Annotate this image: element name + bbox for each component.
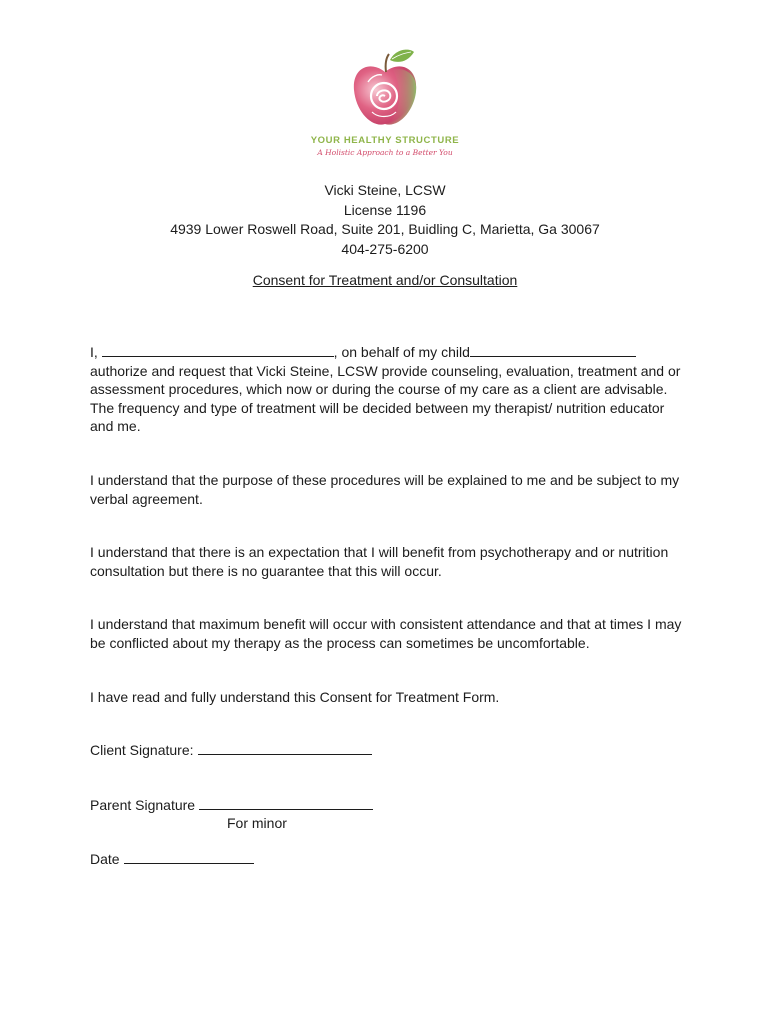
authorization-text: authorize and request that Vicki Steine, LCSW provide counseling, evaluation, treatment and or assessment procedures, which now or during the course of my care as a client are advisable. The frequency and type of treatment will be decided between my therapist/ nutrition educator and me.: [90, 362, 681, 434]
parent-signature-field[interactable]: [199, 797, 373, 810]
provider-address: 4939 Lower Roswell Road, Suite 201, Buidling C, Marietta, Ga 30067: [170, 221, 600, 237]
provider-header: [0, 181, 770, 259]
provider-phone: 404-275-6200: [341, 240, 429, 257]
provider-license: License 1196: [343, 201, 427, 218]
authorization-paragraph: [90, 343, 690, 436]
brand-name: YOUR HEALTHY STRUCTURE: [310, 135, 460, 146]
for-minor-note: For minor: [227, 815, 287, 831]
parent-signature-row: [90, 797, 373, 813]
date-row: [90, 851, 254, 867]
authorization-middle: , on behalf of my child: [333, 344, 470, 360]
client-name-blank[interactable]: [102, 344, 334, 357]
client-signature-field[interactable]: [198, 742, 372, 755]
apple-logo-icon: [348, 46, 422, 132]
date-label: Date: [90, 851, 120, 867]
brand-tagline: A Holistic Approach to a Better You: [317, 148, 453, 157]
provider-name: Vicki Steine, LCSW: [324, 182, 446, 198]
document-title: Consent for Treatment and/or Consultation: [252, 272, 518, 288]
date-field[interactable]: [124, 851, 254, 864]
child-name-blank[interactable]: [470, 344, 636, 357]
authorization-prefix: I,: [90, 344, 102, 360]
client-signature-label: Client Signature:: [90, 742, 194, 758]
attendance-paragraph: I understand that maximum benefit will occur with consistent attendance and that at times I may be conflicted about my therapy as the process can sometimes be uncomfortable.: [90, 616, 682, 651]
parent-signature-label: Parent Signature: [90, 797, 196, 813]
expectation-paragraph: I understand that there is an expectation that I will benefit from psychotherapy and or nutrition consultation but there is no guarantee that this will occur.: [90, 544, 669, 579]
acknowledgement-paragraph: I have read and fully understand this Consent for Treatment Form.: [90, 689, 500, 705]
your-healthy-structure-logo: [300, 46, 470, 158]
client-signature-row: [90, 742, 372, 758]
purpose-paragraph: I understand that the purpose of these procedures will be explained to me and be subject to my verbal agreement.: [90, 472, 680, 507]
